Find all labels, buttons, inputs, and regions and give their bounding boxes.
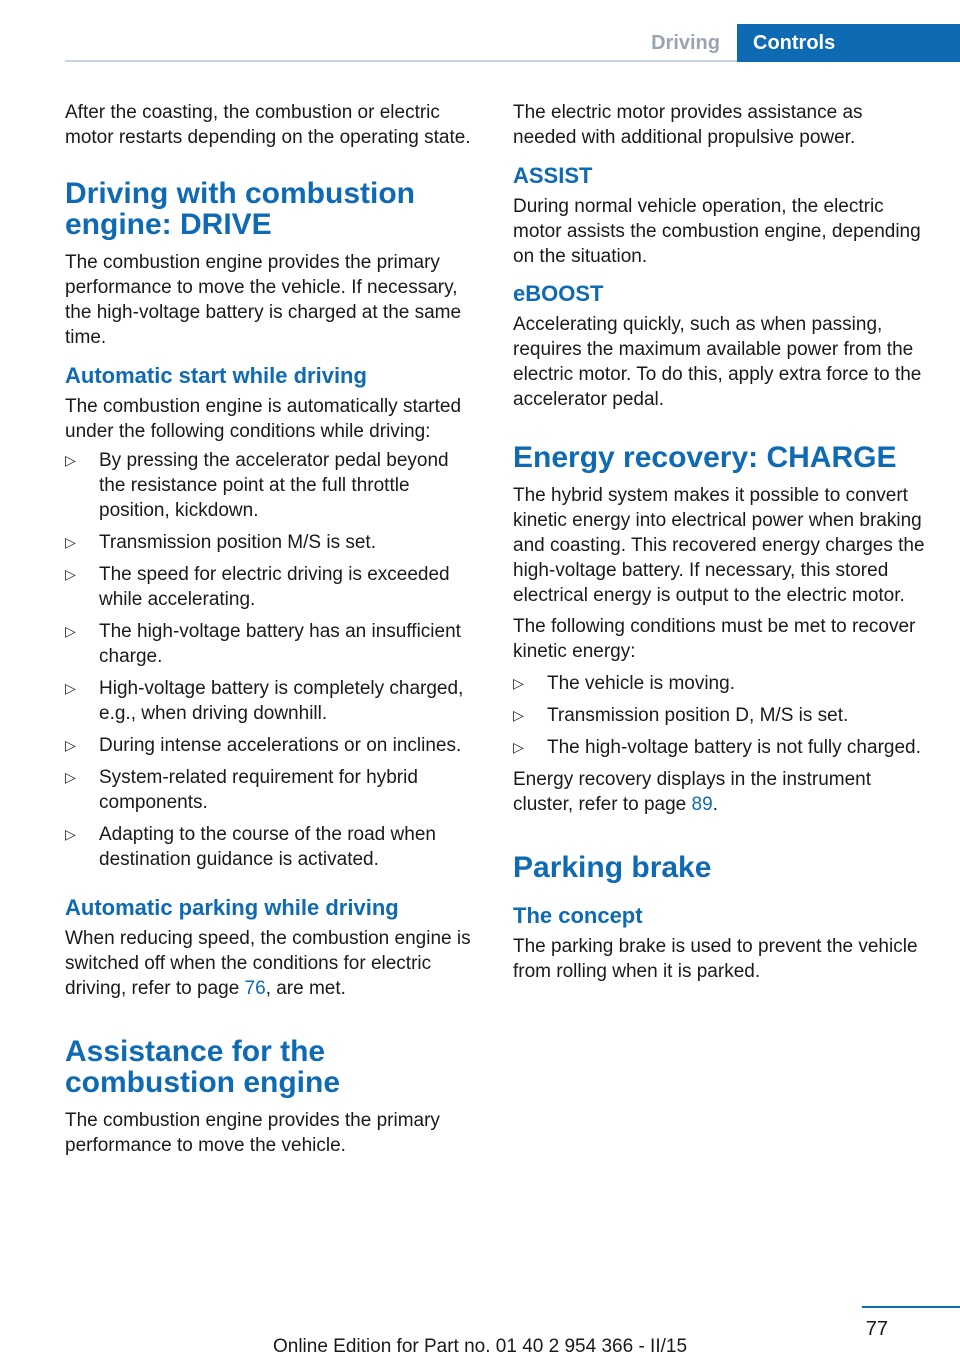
right-column xyxy=(513,100,928,984)
edition-footer: Online Edition for Part no. 01 40 2 954 366 - II/15 xyxy=(272,1336,688,1357)
left-column xyxy=(65,100,480,1158)
recovery-display-text: Energy recovery displays in the instrument cluster, refer to page 89. xyxy=(513,769,871,815)
bullet-triangle-icon: ▷ xyxy=(65,566,76,582)
heading-parking-brake: Parking brake xyxy=(513,851,712,884)
assist-text: During normal vehicle operation, the electric motor assists the combustion engine, depending on the situation. xyxy=(513,196,921,267)
tab-driving[interactable]: Driving xyxy=(651,32,720,54)
heading-concept: The concept xyxy=(513,903,643,928)
page-link-76[interactable]: 76 xyxy=(244,978,266,999)
bullet-triangle-icon: ▷ xyxy=(513,707,524,723)
bullet-triangle-icon: ▷ xyxy=(65,534,76,550)
drive-text: The combustion engine provides the primary performance to move the vehicle. If necessary, the high-voltage battery is charged at the same time. xyxy=(65,252,462,348)
list-item: ▷ System-related requirement for hybrid components. xyxy=(65,767,418,813)
concept-text: The parking brake is used to prevent the vehicle from rolling when it is parked. xyxy=(513,936,918,982)
automatic-parking-text: When reducing speed, the combustion engine is switched off when the conditions for electric driving, refer to page 76, are met. xyxy=(65,928,471,999)
electric-motor-text: The electric motor provides assistance as needed with additional propulsive power. xyxy=(513,102,863,148)
list-item: ▷ Adapting to the course of the road when destination guidance is activated. xyxy=(65,824,436,870)
bullet-triangle-icon: ▷ xyxy=(65,769,76,785)
eboost-text: Accelerating quickly, such as when passing, requires the maximum available power from the electric motor. To do this, apply extra force to the accelerator pedal. xyxy=(513,314,922,410)
charge-conditions-list xyxy=(513,671,928,760)
assistance-text: The combustion engine provides the primary performance to move the vehicle. xyxy=(65,1110,440,1156)
heading-eboost: eBOOST xyxy=(513,281,604,306)
list-item: ▷ Transmission position D, M/S is set. xyxy=(513,705,849,726)
heading-assistance: Assistance for the combustion engine xyxy=(65,1035,341,1099)
bullet-triangle-icon: ▷ xyxy=(65,680,76,696)
footer-rule xyxy=(862,1306,960,1308)
automatic-start-list xyxy=(65,448,480,872)
list-item: ▷ The high-voltage battery has an insufficient charge. xyxy=(65,621,461,667)
conditions-text: The following conditions must be met to recover kinetic energy: xyxy=(513,616,916,662)
bullet-triangle-icon: ▷ xyxy=(65,826,76,842)
heading-energy-recovery: Energy recovery: CHARGE xyxy=(513,441,897,474)
tab-controls[interactable]: Controls xyxy=(737,24,960,62)
list-item: ▷ During intense accelerations or on inclines. xyxy=(65,735,462,756)
coasting-restart-text: After the coasting, the combustion or electric motor restarts depending on the operating state. xyxy=(65,102,471,148)
page-number: 77 xyxy=(865,1318,888,1340)
list-item: ▷ High-voltage battery is completely charged, e.g., when driving downhill. xyxy=(65,678,464,724)
heading-drive: Driving with combustion engine: DRIVE xyxy=(65,177,415,241)
list-item: ▷ By pressing the accelerator pedal beyond the resistance point at the full throttle position, kickdown. xyxy=(65,450,449,521)
list-item: ▷ The high-voltage battery is not fully charged. xyxy=(513,737,921,758)
page-link-89[interactable]: 89 xyxy=(691,794,713,815)
charge-text: The hybrid system makes it possible to convert kinetic energy into electrical power when braking and coasting. This recovered energy charges the high-voltage battery. If necessary, this stored electrical energy is output to the electric motor. xyxy=(513,485,925,606)
list-item: ▷ The speed for electric driving is exceeded while accelerating. xyxy=(65,564,450,610)
bullet-triangle-icon: ▷ xyxy=(65,623,76,639)
bullet-triangle-icon: ▷ xyxy=(513,675,524,691)
list-item: ▷ The vehicle is moving. xyxy=(513,673,735,694)
automatic-start-text: The combustion engine is automatically started under the following conditions while driving: xyxy=(65,396,462,442)
bullet-triangle-icon: ▷ xyxy=(65,452,76,468)
list-item: ▷ Transmission position M/S is set. xyxy=(65,532,376,553)
bullet-triangle-icon: ▷ xyxy=(513,739,524,755)
heading-automatic-parking: Automatic parking while driving xyxy=(65,895,399,920)
heading-assist: ASSIST xyxy=(513,163,593,188)
bullet-triangle-icon: ▷ xyxy=(65,737,76,753)
heading-automatic-start: Automatic start while driving xyxy=(65,363,367,388)
